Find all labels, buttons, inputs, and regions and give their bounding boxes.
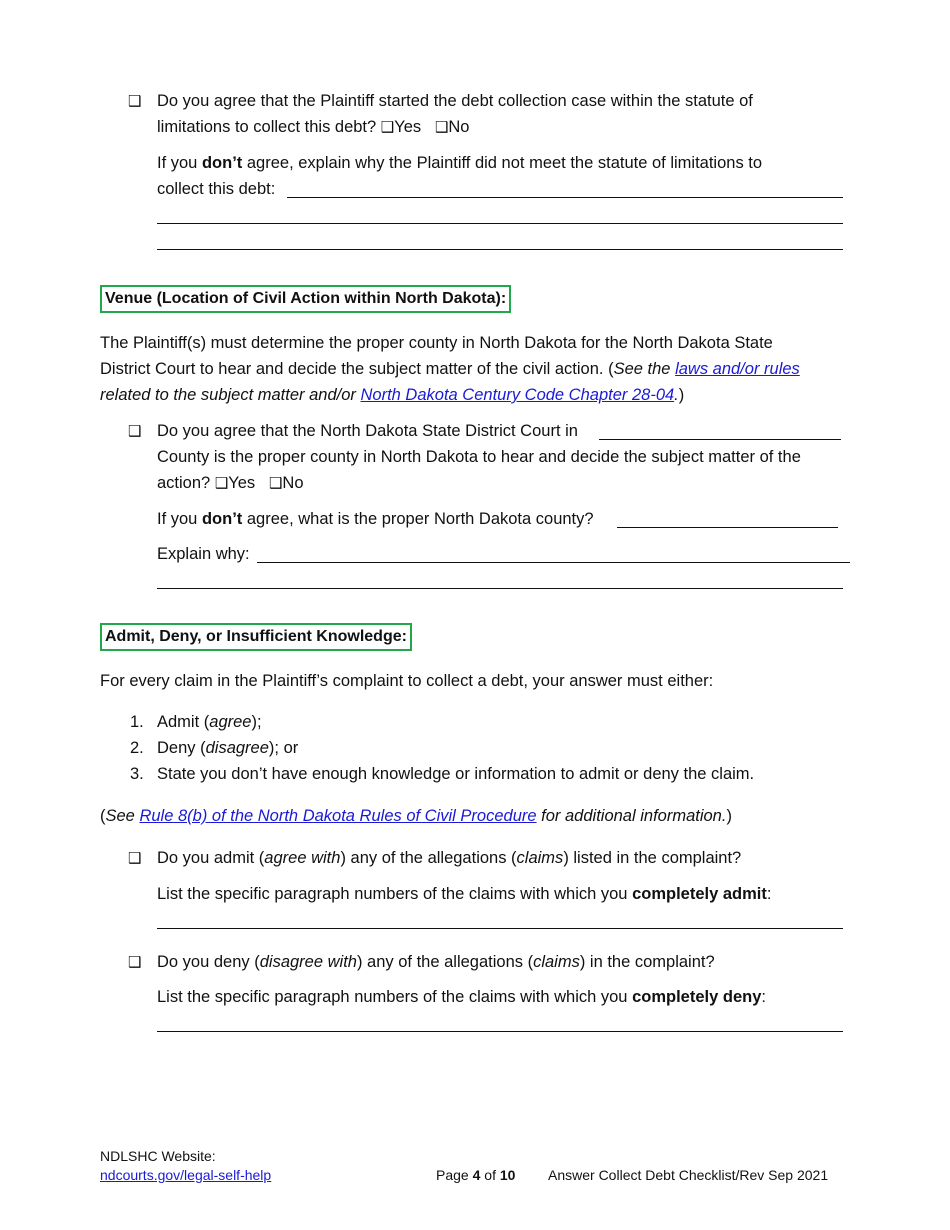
list-item: 2. bbox=[130, 739, 144, 757]
statute-explain-line1: If you don’t agree, explain why the Plaintiff did not meet the statute of limitations to bbox=[157, 154, 763, 172]
admit-list-instruction: List the specific paragraph numbers of the claims with which you completely admit: bbox=[157, 885, 772, 903]
admit-answer-blank[interactable] bbox=[157, 928, 843, 929]
no-label: No bbox=[282, 474, 304, 492]
checkbox-icon[interactable]: ❑ bbox=[128, 92, 142, 110]
list-item-text: Admit (agree); bbox=[157, 713, 262, 731]
footer-page-number: Page 4 of 10 bbox=[436, 1167, 516, 1183]
venue-intro-line2: District Court to hear and decide the subject matter of the civil action. (See the laws and/or rules bbox=[100, 360, 800, 378]
venue-explain-blank-2[interactable] bbox=[157, 588, 843, 589]
century-code-link[interactable]: North Dakota Century Code Chapter 28-04 bbox=[360, 386, 675, 404]
list-item-text: State you don’t have enough knowledge or information to admit or deny the claim. bbox=[157, 765, 755, 783]
rule-8b-link[interactable]: Rule 8(b) of the North Dakota Rules of Civil Procedure bbox=[139, 807, 537, 825]
statute-answer-blank-2[interactable] bbox=[157, 223, 843, 224]
footer-site-link[interactable]: ndcourts.gov/legal-self-help bbox=[100, 1167, 272, 1183]
yes-label: Yes bbox=[228, 474, 256, 492]
checkbox-icon[interactable]: ❑ bbox=[128, 422, 142, 440]
deny-answer-blank[interactable] bbox=[157, 1031, 843, 1032]
yes-label: Yes bbox=[394, 118, 422, 136]
venue-court-blank[interactable] bbox=[599, 439, 841, 440]
yes-checkbox-icon[interactable]: ❑ bbox=[380, 118, 395, 136]
list-item: 1. bbox=[130, 713, 144, 731]
deny-question: Do you deny (disagree with) any of the allegations (claims) in the complaint? bbox=[157, 953, 715, 971]
footer-site-label: NDLSHC Website: bbox=[100, 1148, 216, 1164]
statute-answer-blank-1[interactable] bbox=[287, 197, 843, 198]
venue-intro-line1: The Plaintiff(s) must determine the proper county in North Dakota for the North Dakota State bbox=[100, 334, 773, 352]
statute-explain-line2: collect this debt: bbox=[157, 180, 276, 198]
footer-doc-id: Answer Collect Debt Checklist/Rev Sep 2021 bbox=[548, 1167, 829, 1183]
list-item: 3. bbox=[130, 765, 144, 783]
laws-rules-link[interactable]: laws and/or rules bbox=[675, 360, 800, 378]
no-label: No bbox=[448, 118, 470, 136]
venue-question-line1: Do you agree that the North Dakota State District Court in bbox=[157, 422, 578, 440]
no-checkbox-icon[interactable]: ❑ bbox=[434, 118, 449, 136]
venue-question-line3: action? ❑Yes ❑No bbox=[157, 470, 304, 496]
statute-question-line1: Do you agree that the Plaintiff started the debt collection case within the statute of bbox=[157, 92, 753, 110]
admit-question: Do you admit (agree with) any of the allegations (claims) listed in the complaint? bbox=[157, 849, 742, 867]
see-rule-line: (See Rule 8(b) of the North Dakota Rules of Civil Procedure for additional information.) bbox=[100, 807, 732, 825]
deny-list-instruction: List the specific paragraph numbers of the claims with which you completely deny: bbox=[157, 988, 766, 1006]
admit-deny-heading: Admit, Deny, or Insufficient Knowledge: bbox=[100, 623, 412, 651]
list-item-text: Deny (disagree); or bbox=[157, 739, 299, 757]
venue-heading: Venue (Location of Civil Action within North Dakota): bbox=[100, 285, 511, 313]
statute-question-line2: limitations to collect this debt? ❑Yes ❑No bbox=[157, 114, 469, 140]
venue-county-blank[interactable] bbox=[617, 527, 838, 528]
admit-intro: For every claim in the Plaintiff’s complaint to collect a debt, your answer must either: bbox=[100, 672, 714, 690]
venue-county-line: If you don’t agree, what is the proper North Dakota county? bbox=[157, 510, 594, 528]
checkbox-icon[interactable]: ❑ bbox=[128, 953, 142, 971]
statute-answer-blank-3[interactable] bbox=[157, 249, 843, 250]
venue-question-line2: County is the proper county in North Dakota to hear and decide the subject matter of the bbox=[157, 448, 801, 466]
checkbox-icon[interactable]: ❑ bbox=[128, 849, 142, 867]
venue-explain-line: Explain why: bbox=[157, 545, 250, 563]
venue-explain-blank-1[interactable] bbox=[257, 562, 850, 563]
yes-checkbox-icon[interactable]: ❑ bbox=[214, 474, 229, 492]
venue-intro-line3: related to the subject matter and/or North Dakota Century Code Chapter 28-04.) bbox=[100, 386, 685, 404]
no-checkbox-icon[interactable]: ❑ bbox=[268, 474, 283, 492]
